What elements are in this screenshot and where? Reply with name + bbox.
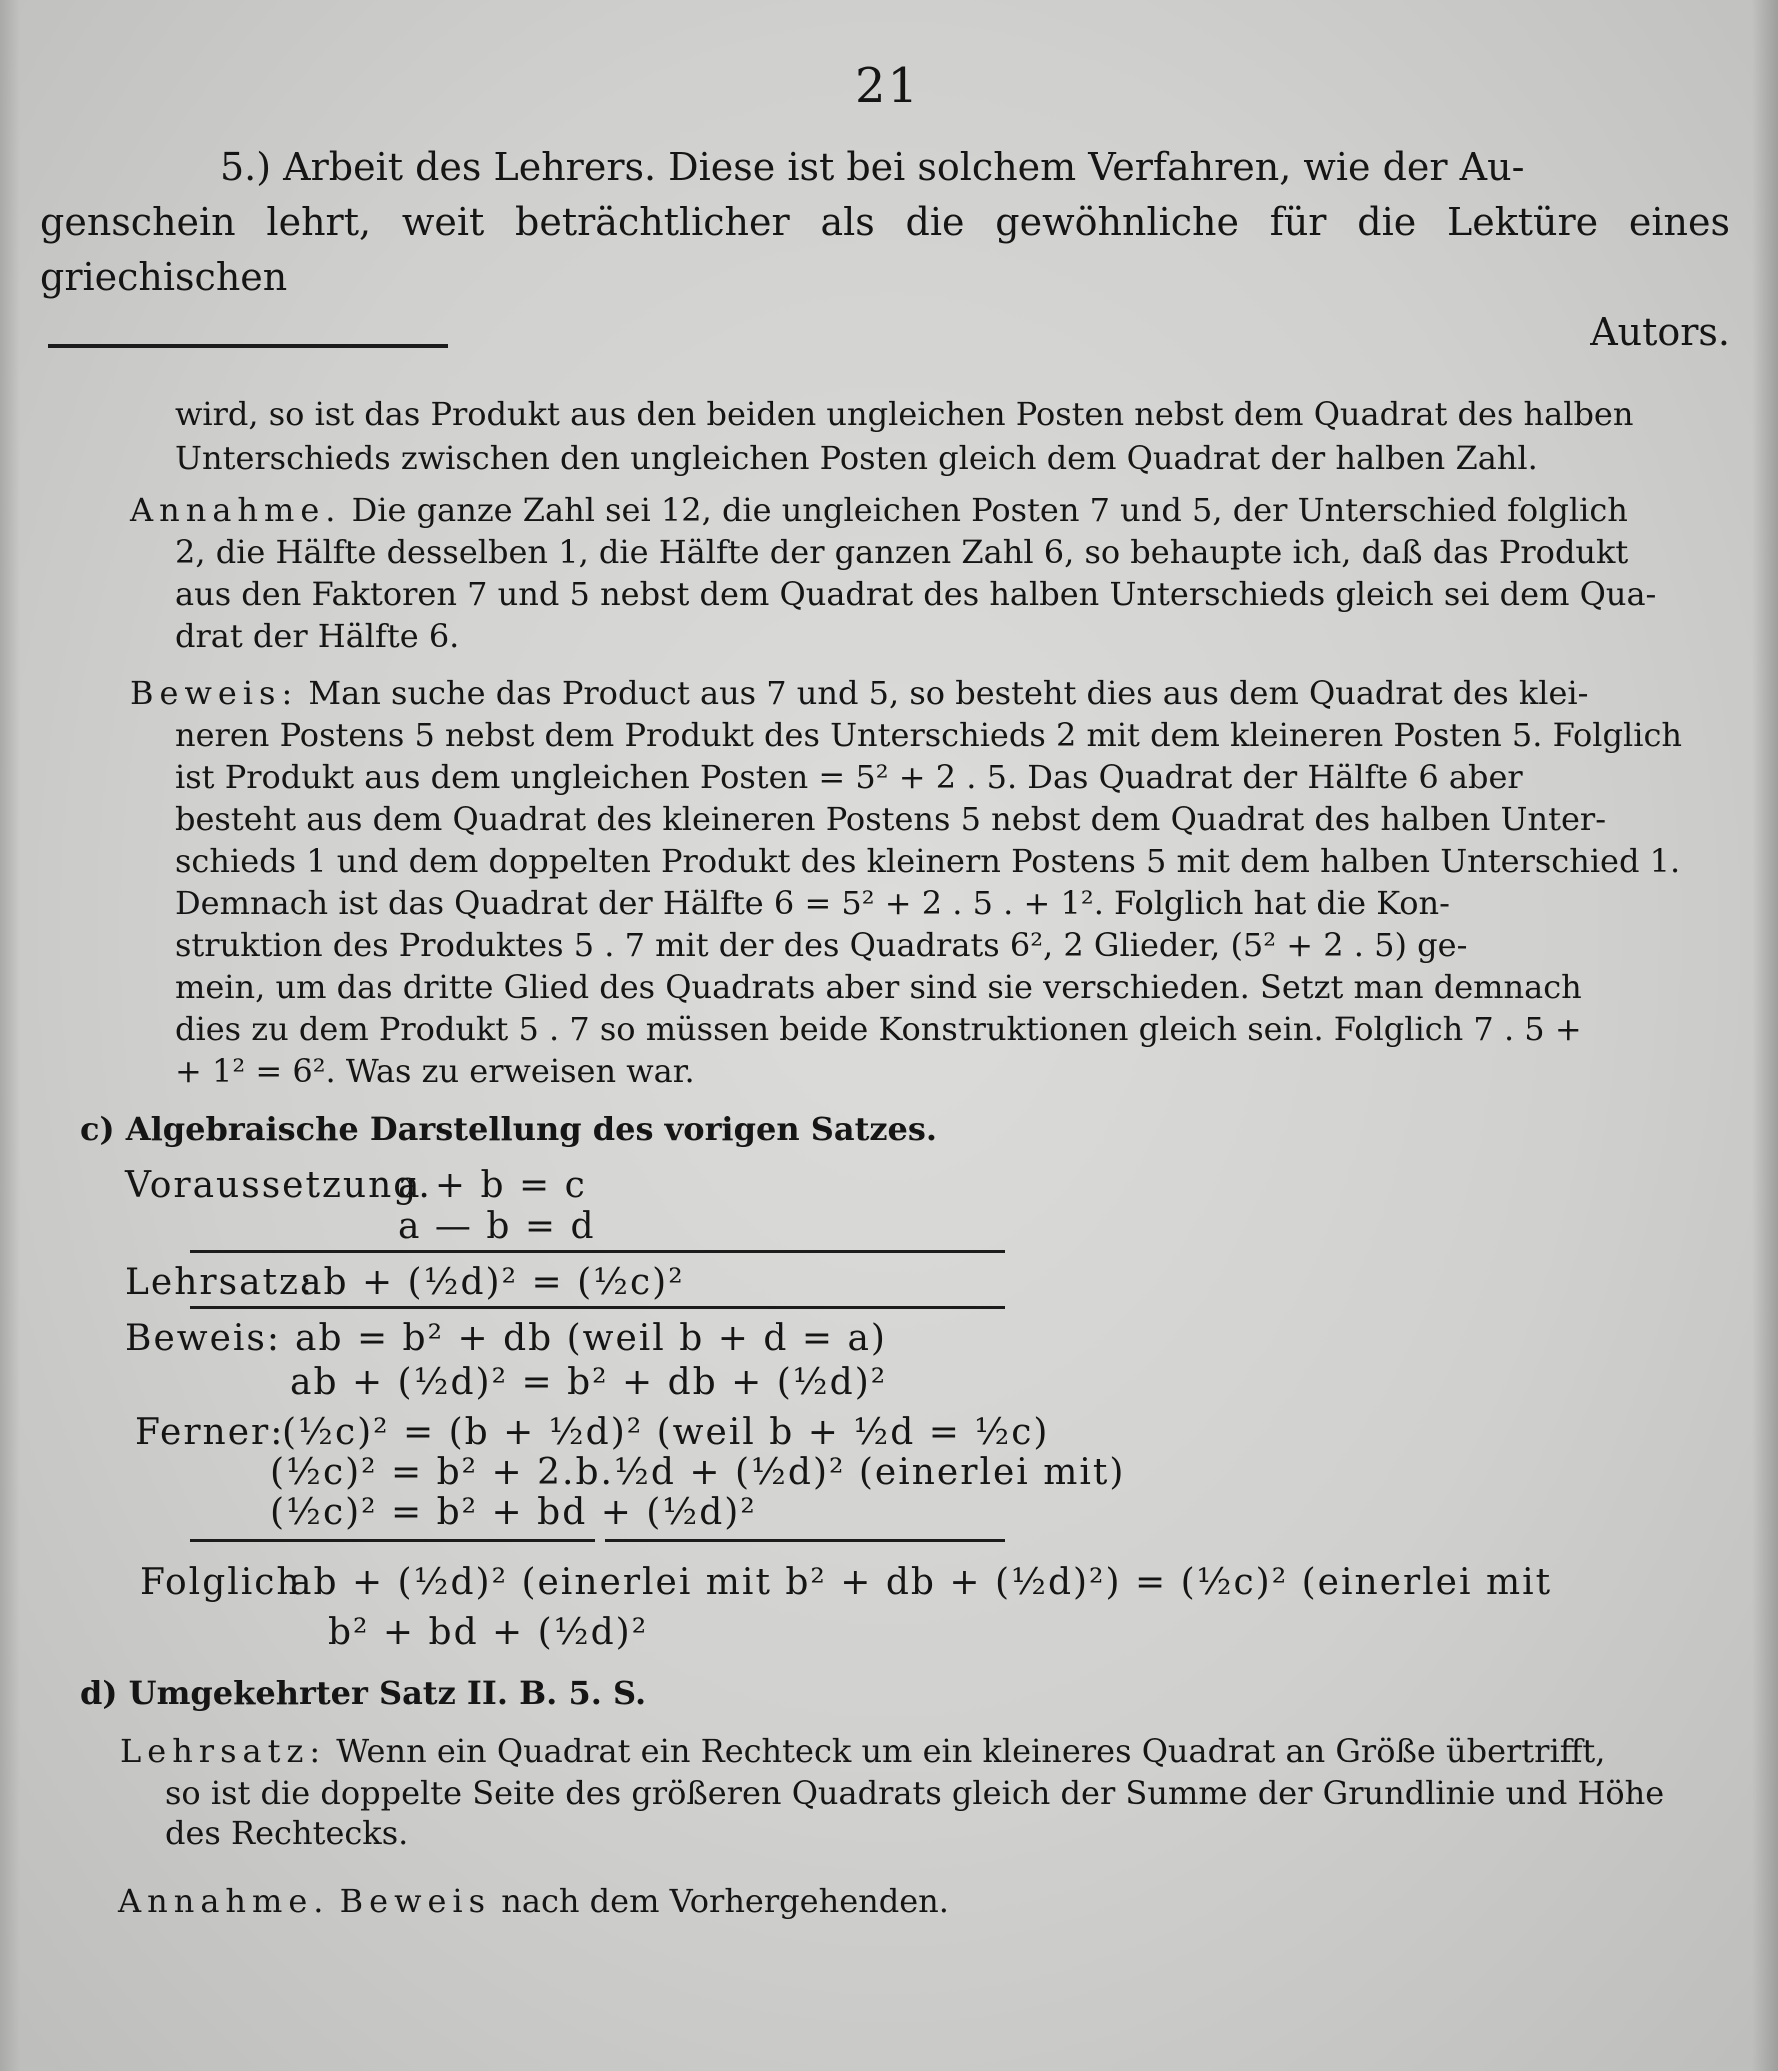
voraussetzung-eq-2: a — b = d <box>398 1206 596 1247</box>
lehrsatz-c-label: Lehrsatz: <box>125 1262 315 1303</box>
beweis-line-5: schieds 1 und dem doppelten Produkt des kleinern Postens 5 mit dem halben Unterschied 1. <box>175 842 1681 880</box>
beweis-c-eq-1: ab = b² + db (weil b + d = a) <box>295 1318 887 1359</box>
beweis-line-6: Demnach ist das Quadrat der Hälfte 6 = 5² + 2 . 5 . + 1². Folglich hat die Kon- <box>175 884 1450 922</box>
page-shadow-left <box>0 0 20 2071</box>
footnote-rule <box>48 344 448 348</box>
beweis-text-1: Man suche das Product aus 7 und 5, so besteht dies aus dem Quadrat des klei- <box>308 674 1589 712</box>
rule-below-voraussetzung <box>190 1250 1005 1253</box>
beweis-line-9: dies zu dem Produkt 5 . 7 so müssen beide Konstruktionen gleich sein. Folglich 7 . 5 + <box>175 1010 1582 1048</box>
beweis-line-2: neren Postens 5 nebst dem Produkt des Unterschieds 2 mit dem kleineren Posten 5. Folglich <box>175 716 1683 754</box>
main-paragraph <box>40 140 1730 360</box>
beweis-d-label: Beweis <box>339 1882 492 1920</box>
lehrsatz-d-label: Lehrsatz: <box>120 1732 327 1770</box>
annahme-d-line <box>118 1880 949 1922</box>
page-number: 21 <box>855 58 921 114</box>
continuation-line-2: Unterschieds zwischen den ungleichen Posten gleich dem Quadrat der halben Zahl. <box>175 439 1538 477</box>
beweis-label: Beweis: <box>130 674 299 712</box>
annahme-d-text: nach dem Vorhergehenden. <box>501 1882 949 1920</box>
annahme-text-1: Die ganze Zahl sei 12, die ungleichen Posten 7 und 5, der Unterschied folglich <box>351 491 1628 529</box>
lehrsatz-d-text-1: Wenn ein Quadrat ein Rechteck um ein kleineres Quadrat an Größe übertrifft, <box>336 1732 1606 1770</box>
folglich-label: Folglich <box>140 1562 302 1603</box>
annahme-line-2: 2, die Hälfte desselben 1, die Hälfte der ganzen Zahl 6, so behaupte ich, daß das Produkt <box>175 533 1629 571</box>
beweis-line-3: ist Produkt aus dem ungleichen Posten = 5² + 2 . 5. Das Quadrat der Hälfte 6 aber <box>175 758 1523 796</box>
lehrsatz-d-line-2: so ist die doppelte Seite des größeren Quadrats gleich der Summe der Grundlinie und Höhe <box>165 1774 1665 1812</box>
section-d-heading: d) Umgekehrter Satz II. B. 5. S. <box>80 1674 647 1712</box>
lehrsatz-d-line-1 <box>120 1730 1605 1772</box>
beweis-line-1 <box>130 672 1588 714</box>
ferner-eq-1: (½c)² = (b + ½d)² (weil b + ½d = ½c) <box>282 1412 1050 1453</box>
lehrsatz-d-line-3: des Rechtecks. <box>165 1814 409 1852</box>
ferner-eq-3: (½c)² = b² + bd + (½d)² <box>270 1492 757 1533</box>
beweis-line-7: struktion des Produktes 5 . 7 mit der des Quadrats 6², 2 Glieder, (5² + 2 . 5) ge- <box>175 926 1468 964</box>
main-paragraph-line-2: genschein lehrt, weit beträchtlicher als die gewöhnliche für die Lektüre eines griechischen <box>40 200 1730 299</box>
rule-below-lehrsatz <box>190 1306 1005 1309</box>
ferner-label: Ferner: <box>135 1412 285 1453</box>
beweis-line-8: mein, um das dritte Glied des Quadrats aber sind sie verschieden. Setzt man demnach <box>175 968 1582 1006</box>
ferner-eq-2: (½c)² = b² + 2.b.½d + (½d)² (einerlei mit) <box>270 1452 1126 1493</box>
continuation-line-1: wird, so ist das Produkt aus den beiden ungleichen Posten nebst dem Quadrat des halben <box>175 395 1634 433</box>
section-c-heading: c) Algebraische Darstellung des vorigen Satzes. <box>80 1110 938 1148</box>
voraussetzung-label: Voraussetzung. <box>125 1165 432 1206</box>
folglich-eq-2: b² + bd + (½d)² <box>328 1612 649 1653</box>
beweis-line-4: besteht aus dem Quadrat des kleineren Postens 5 nebst dem Quadrat des halben Unter- <box>175 800 1606 838</box>
page-shadow-right <box>1752 0 1778 2071</box>
folglich-eq-1: ab + (½d)² (einerlei mit b² + db + (½d)²) = (½c)² (einerlei mit <box>290 1562 1553 1603</box>
lehrsatz-c-formula: ab + (½d)² = (½c)² <box>300 1262 685 1303</box>
annahme-line-4: drat der Hälfte 6. <box>175 617 460 655</box>
voraussetzung-eq-1: a + b = c <box>398 1165 587 1206</box>
main-paragraph-line-1: 5.) Arbeit des Lehrers. Diese ist bei solchem Verfahren, wie der Au- <box>220 145 1525 189</box>
beweis-c-eq-2: ab + (½d)² = b² + db + (½d)² <box>290 1362 888 1403</box>
annahme-line-3: aus den Faktoren 7 und 5 nebst dem Quadrat des halben Unterschieds gleich sei dem Qua- <box>175 575 1657 613</box>
rule-below-ferner-left <box>190 1539 595 1542</box>
beweis-c-label: Beweis: <box>125 1318 281 1359</box>
annahme-label: Annahme. <box>130 491 342 529</box>
annahme-line-1 <box>130 489 1628 531</box>
main-paragraph-line-3: Autors. <box>1590 310 1730 354</box>
annahme-d-label: Annahme. <box>118 1882 330 1920</box>
rule-below-ferner-right <box>605 1539 1005 1542</box>
beweis-line-10: + 1² = 6². Was zu erweisen war. <box>175 1052 695 1090</box>
